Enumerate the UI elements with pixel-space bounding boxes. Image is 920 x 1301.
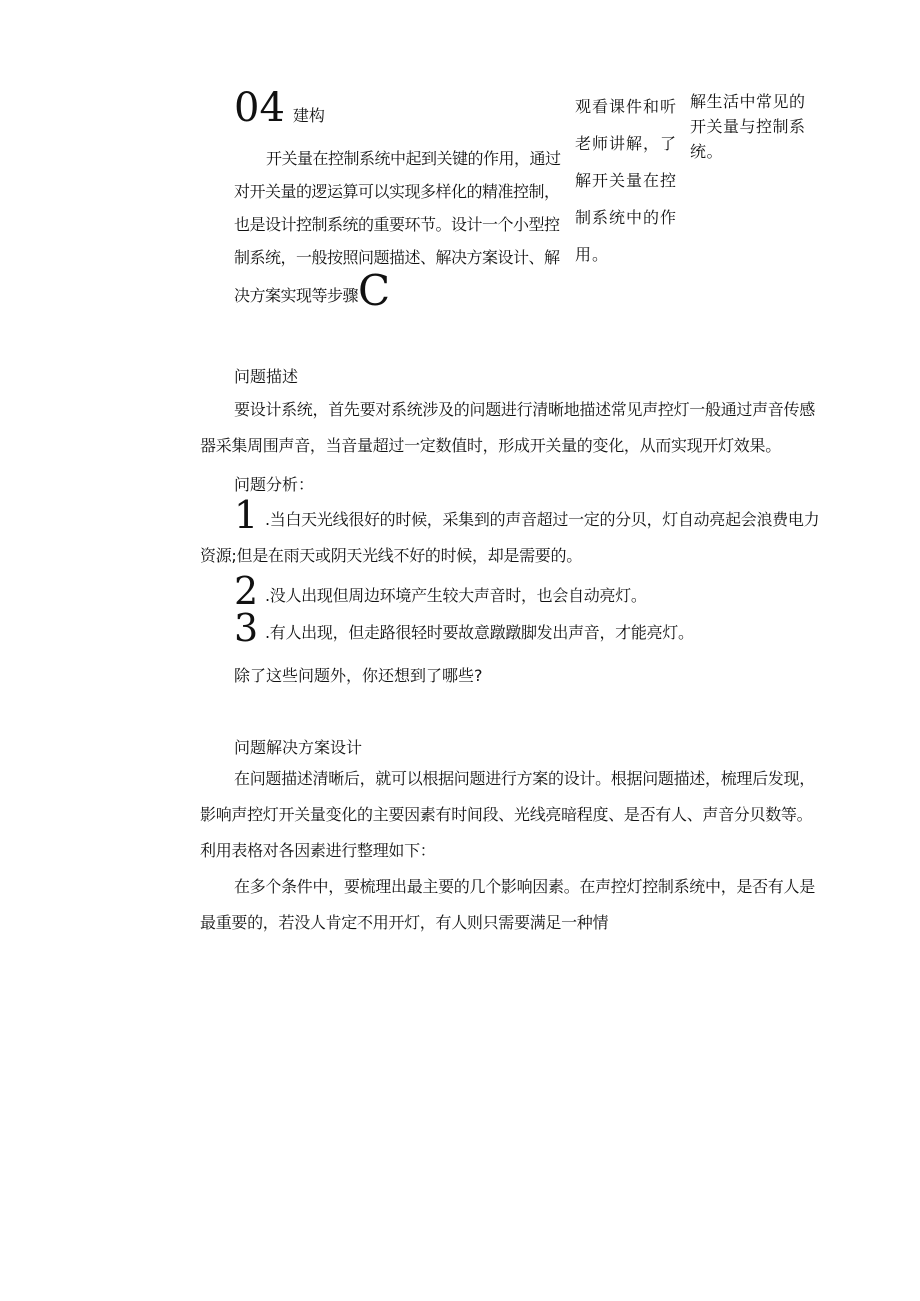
solution-design-heading: 问题解决方案设计 [234,738,363,757]
analysis-item [200,569,825,614]
problem-description-heading: 问题描述 [234,367,299,386]
intro-tail-glyph: C [358,266,390,315]
problem-description-text: 要设计系统，首先要对系统涉及的问题进行清晰地描述常见声控灯一般通过声音传感器采集周围声音，当音量超过一定数值时，形成开关量的变化，从而实现开灯效果。 [200,400,815,455]
section-number: 04 [234,85,285,131]
goal-column: 解生活中常见的开关量与控制系统。 [690,92,806,161]
analysis-item-number: 2 [234,569,259,613]
analysis-question: 除了这些问题外，你还想到了哪些? [234,666,483,685]
section-label: 建构 [292,106,325,125]
solution-paragraph-1: 在问题描述清晰后，就可以根据问题进行方案的设计。根据问题描述，梳理后发现，影响声控灯开关量变化的主要因素有时间段、光线亮暗程度、是否有人、声音分贝数等。利用表格对各因素进行整理如下： [200,769,815,860]
analysis-item-text: .没人出现但周边环境产生较大声音时，也会自动亮灯。 [265,586,647,605]
intro-paragraph [234,142,564,315]
section-heading [234,86,325,130]
analysis-item-number: 3 [234,606,259,650]
solution-paragraph-2: 在多个条件中，要梳理出最主要的几个影响因素。在声控灯控制系统中，是否有人是最重要的，若没人肯定不用开灯，有人则只需要满足一种情 [200,877,815,932]
analysis-item-text: .有人出现，但走路很轻时要故意蹾蹾脚发出声音，才能亮灯。 [265,623,694,642]
intro-text: 开关量在控制系统中起到关键的作用，通过对开关量的逻运算可以实现多样化的精准控制，也是设计控制系统的重要环节。设计一个小型控制系统，一般按照问题描述、解决方案设计、解决方案实现等步骤 [234,149,561,305]
problem-analysis-heading: 问题分析： [234,475,315,494]
analysis-item-text: .当白天光线很好的时候，采集到的声音超过一定的分贝，灯自动亮起会浪费电力资源;但是在雨天或阴天光线不好的时候，却是需要的。 [200,510,820,565]
activity-column: 观看课件和听老师讲解，了解开关量在控制系统中的作用。 [575,97,678,264]
analysis-item-number: 1 [234,493,259,537]
analysis-item [200,493,825,574]
analysis-item [200,606,825,651]
